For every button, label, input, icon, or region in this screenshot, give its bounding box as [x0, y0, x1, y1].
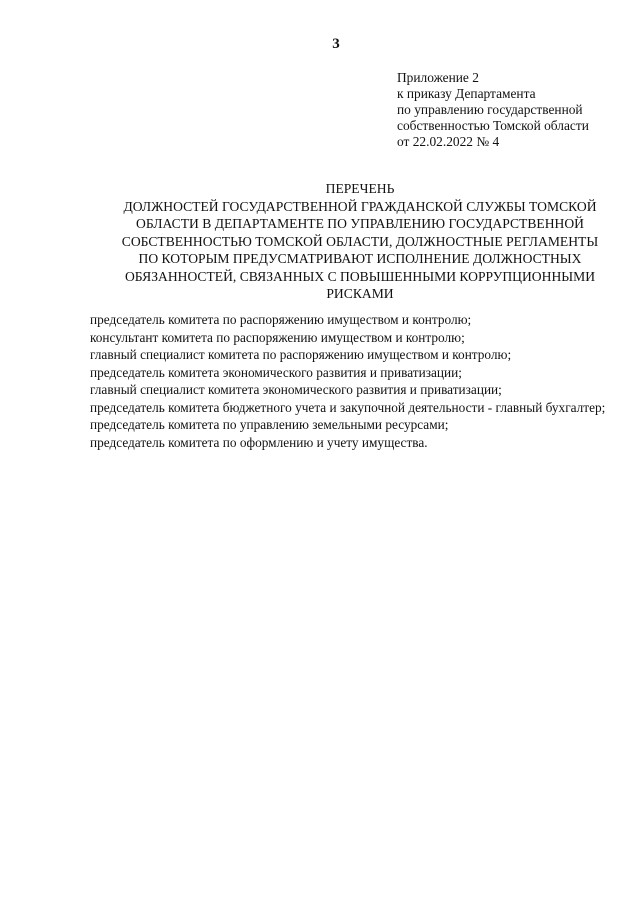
position-item: председатель комитета бюджетного учета и закупочной деятельности - главный бухгалтер; [90, 399, 606, 415]
position-item: главный специалист комитета экономического развития и приватизации; [90, 382, 502, 397]
title-heading: ПЕРЕЧЕНЬ [325, 181, 395, 196]
position-item: председатель комитета по распоряжению имуществом и контролю; [90, 312, 472, 327]
position-item: консультант комитета по распоряжению имуществом и контролю; [90, 329, 465, 345]
title-line: ДОЛЖНОСТЕЙ ГОСУДАРСТВЕННОЙ ГРАЖДАНСКОЙ СЛУЖБЫ ТОМСКОЙ [123, 198, 597, 214]
appendix-block [397, 70, 627, 150]
title-line: РИСКАМИ [326, 286, 394, 301]
position-item: главный специалист комитета по распоряжению имуществом и контролю; [90, 347, 512, 362]
title-line: СОБСТВЕННОСТЬЮ ТОМСКОЙ ОБЛАСТИ, ДОЛЖНОСТНЫЕ РЕГЛАМЕНТЫ [121, 233, 599, 249]
appendix-line: по управлению государственной [397, 102, 583, 117]
appendix-line: Приложение 2 [397, 70, 479, 85]
appendix-line: к приказу Департамента [397, 86, 536, 101]
title-line: ПО КОТОРЫМ ПРЕДУСМАТРИВАЮТ ИСПОЛНЕНИЕ ДОЛЖНОСТНЫХ [138, 251, 582, 266]
appendix-line: от 22.02.2022 № 4 [397, 134, 500, 149]
position-item: председатель комитета по оформлению и учету имущества. [90, 434, 428, 450]
position-item: председатель комитета по управлению земельными ресурсами; [90, 417, 449, 432]
positions-list [90, 311, 610, 451]
position-item: председатель комитета экономического развития и приватизации; [90, 364, 462, 380]
document-title [70, 180, 640, 303]
page-number: 3 [332, 36, 340, 52]
appendix-line: собственностью Томской области [397, 118, 589, 133]
title-line: ОБЯЗАННОСТЕЙ, СВЯЗАННЫХ С ПОВЫШЕННЫМИ КОРРУПЦИОННЫМИ [124, 268, 596, 284]
title-line: ОБЛАСТИ В ДЕПАРТАМЕНТЕ ПО УПРАВЛЕНИЮ ГОСУДАРСТВЕННОЙ [136, 216, 584, 231]
